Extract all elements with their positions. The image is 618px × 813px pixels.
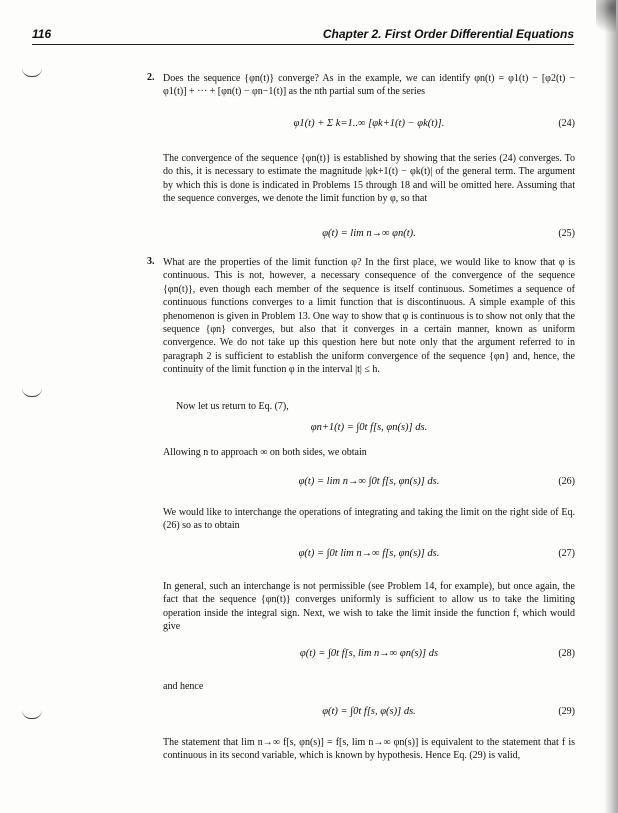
paragraph: The convergence of the sequence {φn(t)} is established by showing that the series (24) converges. To do this, it is necessary to estimate the magnitude |φk+1(t) − φk(t)| of the general term. The argument by which this is done is indicated in Problems 15 through 18 and will be omitted here. Assuming that the sequence converges, we denote the limit function by φ, so that — [163, 153, 575, 205]
page-number: 116 — [32, 27, 52, 41]
equation-body: φ(t) = ∫0t lim n→∞ f[s, φn(s)] ds. — [298, 548, 440, 559]
equation-number: (27) — [558, 548, 575, 559]
equation-number: (25) — [558, 228, 575, 239]
equation — [163, 466, 575, 496]
page-corner-shadow — [596, 0, 616, 40]
margin-mark — [22, 68, 42, 77]
equation — [163, 638, 575, 668]
equation-body: φn+1(t) = ∫0t f[s, φn(s)] ds. — [310, 422, 428, 433]
paragraph: Does the sequence {φn(t)} converge? As in the example, we can identify φn(t) = φ1(t) − [φ2(t) − φ1(t)] + ··· + [φn(t) − φn−1(t)] as the nth partial sum of the series — [163, 73, 575, 98]
equation — [163, 696, 575, 726]
paragraph: and hence — [163, 681, 204, 692]
paragraph: Allowing n to approach ∞ on both sides, we obtain — [163, 447, 367, 458]
equation-body: φ(t) = ∫0t f[s, lim n→∞ φn(s)] ds — [299, 648, 439, 659]
item-number: 3. — [147, 256, 155, 267]
equation-number: (24) — [558, 118, 575, 129]
chapter-title: Chapter 2. First Order Differential Equations — [322, 27, 574, 41]
page-binding-shadow — [604, 0, 618, 813]
margin-mark — [22, 710, 42, 719]
equation — [163, 110, 575, 144]
equation — [163, 538, 575, 568]
paragraph: In general, such an interchange is not permissible (see Problem 14, for example), but once again, the fact that the sequence {φn(t)} converges uniformly is sufficient to allow us to take the limiting operation inside the integral sign. Next, we wish to take the limit inside the function f, which would give — [163, 581, 575, 633]
equation-number: (28) — [558, 648, 575, 659]
equation-body: φ1(t) + Σ k=1..∞ [φk+1(t) − φk(t)]. — [293, 118, 445, 129]
paragraph: Now let us return to Eq. (7), — [176, 401, 289, 412]
equation-number: (29) — [558, 706, 575, 717]
equation-number: (26) — [558, 476, 575, 487]
paragraph: The statement that lim n→∞ f[s, φn(s)] = f[s, lim n→∞ φn(s)] is equivalent to the statement that f is continuous in its second variable, which is known by hypothesis. Hence Eq. (29) is valid, — [163, 737, 575, 762]
equation-body: φ(t) = lim n→∞ φn(t). — [322, 228, 416, 239]
equation — [163, 224, 575, 246]
equation-body: φ(t) = lim n→∞ ∫0t f[s, φn(s)] ds. — [298, 476, 440, 487]
running-header — [32, 24, 574, 45]
margin-mark — [22, 388, 42, 397]
equation — [163, 414, 575, 442]
equation-body: φ(t) = ∫0t f[s, φ(s)] ds. — [322, 706, 416, 717]
paragraph: We would like to interchange the operations of integrating and taking the limit on the right side of Eq. (26) so as to obtain — [163, 507, 575, 532]
item-number: 2. — [147, 72, 155, 83]
paragraph: What are the properties of the limit function φ? In the first place, we would like to know that φ is continuous. This is not, however, a necessary consequence of the convergence of the sequence {φn(t)}, even though each member of the sequence is itself continuous. Sometimes a sequence of continuous functions converges to a limit function that is discontinuous. A simple example of this phenomenon is given in Problem 13. One way to show that φ is continuous is to show not only that the sequence {φn} converges, but also that it converges in a certain manner, known as uniform convergence. We do not take up this question here but note only that the argument referred to in paragraph 2 is sufficient to establish the uniform convergence of the sequence {φn} and, hence, the continuity of the limit function φ in the interval |t| ≤ h. — [163, 257, 575, 376]
